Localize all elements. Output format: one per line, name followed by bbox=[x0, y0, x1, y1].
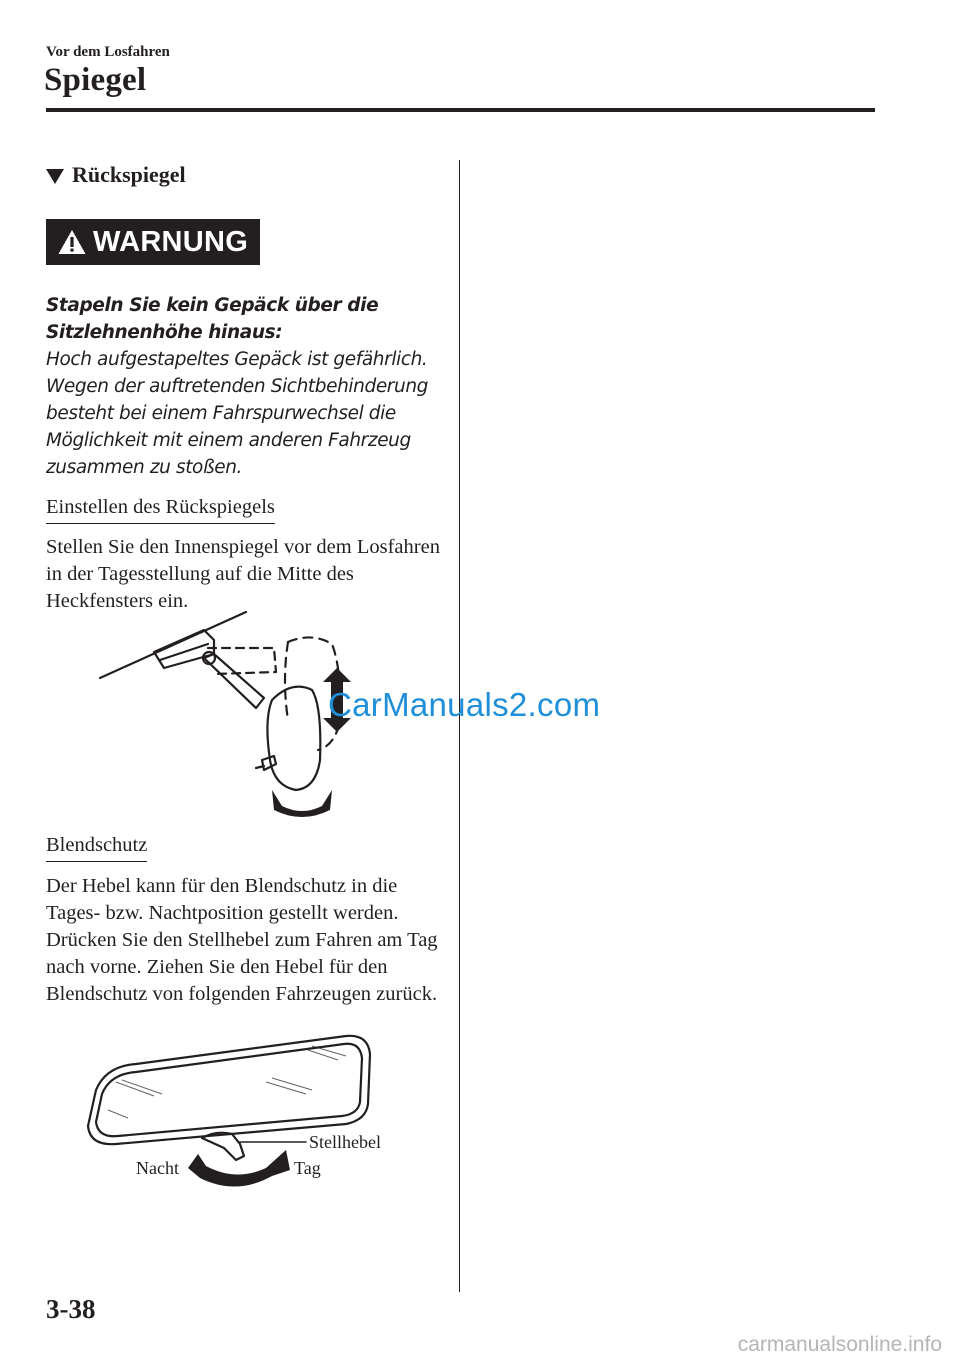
section-title: Spiegel bbox=[44, 62, 147, 98]
warning-label: WARNUNG bbox=[93, 225, 249, 258]
blendschutz-text: Der Hebel kann für den Blendschutz in die Tages- bzw. Nachtposition gestellt werden. Drücken Sie den Stellhebel zum Fahren am Tag nach vorne. Ziehen Sie den Hebel für den Blendschutz von folgenden Fahrzeugen zurück. bbox=[46, 875, 438, 1005]
warning-triangle-icon bbox=[57, 228, 87, 256]
column-divider bbox=[459, 160, 460, 1292]
chapter-title: Vor dem Losfahren bbox=[46, 44, 170, 60]
blendschutz-heading: Blendschutz bbox=[46, 834, 147, 862]
rearview-mirror-lever-illustration bbox=[76, 1030, 396, 1195]
triangle-down-icon bbox=[46, 169, 64, 184]
einstellen-heading: Einstellen des Rückspiegels bbox=[46, 496, 275, 524]
warning-text-body: Hoch aufgestapeltes Gepäck ist gefährlich. Wegen der auftretenden Sichtbehinderung besteht bei einem Fahrspurwechsel die Möglichkeit mit einem anderen Fahrzeug zusammen zu stoßen. bbox=[46, 349, 428, 478]
header-rule bbox=[46, 108, 875, 112]
night-label: Nacht bbox=[136, 1158, 179, 1178]
warning-text bbox=[46, 292, 446, 481]
watermark: CarManuals2.com bbox=[328, 686, 601, 723]
rueckspiegel-heading bbox=[46, 162, 186, 188]
footer-site: carmanualsonline.info bbox=[737, 1333, 942, 1356]
rueckspiegel-heading-text: Rückspiegel bbox=[72, 162, 186, 187]
warning-badge bbox=[46, 219, 260, 265]
einstellen-text: Stellen Sie den Innenspiegel vor dem Losfahren in der Tagesstellung auf die Mitte des Heckfensters ein. bbox=[46, 536, 440, 612]
lever-label: Stellhebel bbox=[309, 1132, 381, 1152]
day-label: Tag bbox=[294, 1158, 321, 1178]
warning-text-bold: Stapeln Sie kein Gepäck über die Sitzlehnenhöhe hinaus: bbox=[46, 295, 379, 343]
page-number: 3-38 bbox=[46, 1294, 96, 1324]
mirror-adjust-illustration bbox=[96, 610, 356, 820]
